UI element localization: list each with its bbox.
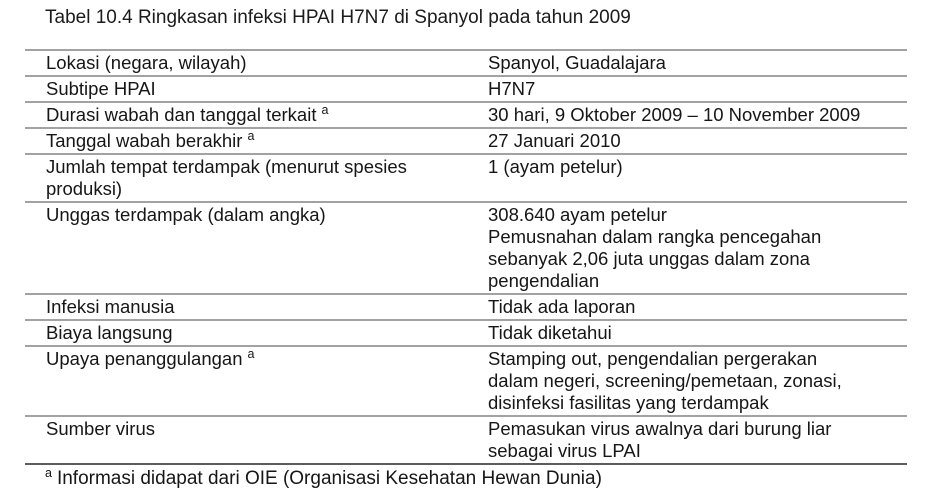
row-value: pengendalian	[488, 270, 600, 291]
row-label: Jumlah tempat terdampak (menurut spesies	[46, 156, 407, 177]
table-row	[25, 294, 907, 320]
row-label: Unggas terdampak (dalam angka)	[46, 204, 326, 225]
row-label: Infeksi manusia	[46, 296, 175, 317]
row-label: Durasi wabah dan tanggal terkait $^a$	[46, 102, 329, 125]
table-row	[25, 50, 907, 76]
row-value: Pemusnahan dalam rangka pencegahan	[488, 226, 822, 247]
row-value: Spanyol, Guadalajara	[488, 52, 666, 73]
footnote-marker: a	[247, 346, 255, 361]
table-caption: Tabel 10.4 Ringkasan infeksi HPAI H7N7 di Spanyol pada tahun 2009	[45, 7, 631, 28]
footnote-marker: a	[247, 128, 255, 143]
row-value: sebagai virus LPAI	[488, 440, 641, 461]
row-value: 30 hari, 9 Oktober 2009 – 10 November 2009	[488, 104, 861, 125]
row-label: Biaya langsung	[46, 322, 173, 343]
row-value: Stamping out, pengendalian pergerakan	[488, 348, 818, 369]
row-value: Tidak diketahui	[488, 322, 612, 343]
row-label: Lokasi (negara, wilayah)	[46, 52, 247, 73]
row-label: Sumber virus	[46, 418, 155, 439]
row-value: 27 Januari 2010	[488, 130, 621, 151]
row-value: 308.640 ayam petelur	[488, 204, 667, 225]
table-row	[25, 128, 907, 154]
row-value: Pemasukan virus awalnya dari burung liar	[488, 418, 832, 439]
row-value: H7N7	[488, 78, 536, 99]
table-row	[25, 346, 907, 416]
row-value: 1 (ayam petelur)	[488, 156, 623, 177]
table-row	[25, 76, 907, 102]
row-value: disinfeksi fasilitas yang terdampak	[488, 392, 769, 413]
row-label: produksi)	[46, 178, 123, 199]
table-row	[25, 202, 907, 294]
footnote-marker: a	[45, 465, 52, 480]
row-label: Upaya penanggulangan $^a$	[46, 346, 255, 369]
footnote-text: Informasi didapat dari OIE (Organisasi Kesehatan Hewan Dunia)	[56, 468, 602, 489]
row-label: Tanggal wabah berakhir $^a$	[46, 128, 255, 151]
footnote	[45, 467, 602, 490]
row-value: dalam negeri, screening/pemetaan, zonasi,	[488, 370, 842, 391]
outbreak-summary-table	[25, 49, 907, 465]
footnote-marker: a	[321, 102, 329, 117]
row-value: sebanyak 2,06 juta unggas dalam zona	[488, 248, 810, 269]
row-value: Tidak ada laporan	[488, 296, 636, 317]
table-row	[25, 320, 907, 346]
row-label: Subtipe HPAI	[46, 78, 156, 99]
table-row	[25, 416, 907, 464]
table-row	[25, 154, 907, 202]
table-row	[25, 102, 907, 128]
